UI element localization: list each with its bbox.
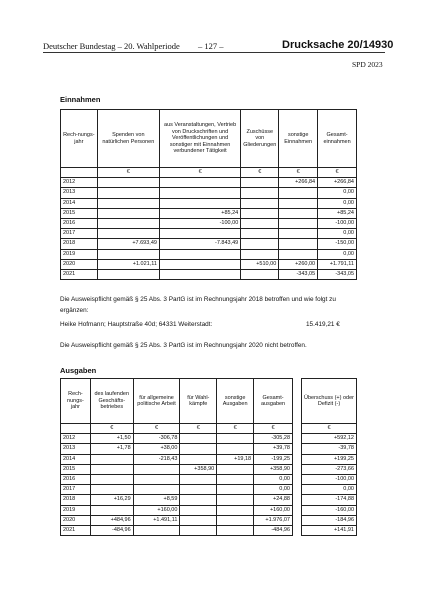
value-cell: +8,59: [133, 495, 180, 505]
value-cell: +141,91: [302, 525, 357, 535]
einnahmen-currency-cell: €: [318, 168, 357, 178]
value-cell: -7.843,49: [159, 239, 240, 249]
ueberschuss-body: [302, 424, 357, 536]
value-cell: +1.791,11: [318, 259, 357, 269]
value-cell: [97, 198, 159, 208]
value-cell: 0,00: [302, 485, 357, 495]
value-cell: -305,28: [254, 434, 293, 444]
ueberschuss-header: Überschuss (+) oder Defizit (-): [302, 379, 357, 424]
table-row: [61, 178, 357, 188]
einnahmen-title: Einnahmen: [60, 95, 101, 104]
value-cell: +358,90: [180, 464, 217, 474]
value-cell: +592,12: [302, 434, 357, 444]
value-cell: +1.976,07: [254, 515, 293, 525]
table-row: [61, 525, 293, 535]
einnahmen-col-3: Zuschüsse von Gliederungen: [241, 110, 279, 168]
ausgaben-currency-cell: €: [217, 424, 254, 434]
value-cell: [159, 269, 240, 279]
table-row: [61, 188, 357, 198]
einnahmen-col-5: Gesamt-einnahmen: [318, 110, 357, 168]
einnahmen-col-1: Spenden von natürlichen Personen: [97, 110, 159, 168]
value-cell: [279, 229, 318, 239]
value-cell: [217, 525, 254, 535]
table-row: [61, 495, 293, 505]
value-cell: +39,78: [254, 444, 293, 454]
value-cell: +260,00: [279, 259, 318, 269]
year-cell: 2012: [61, 434, 91, 444]
value-cell: [217, 515, 254, 525]
value-cell: [180, 444, 217, 454]
year-cell: 2020: [61, 515, 91, 525]
value-cell: [97, 218, 159, 228]
table-row: [302, 434, 357, 444]
value-cell: [97, 229, 159, 239]
table-row: [302, 495, 357, 505]
value-cell: [241, 218, 279, 228]
ausgaben-col-2: für allgemeine politische Arbeit: [133, 379, 180, 424]
year-cell: 2012: [61, 178, 98, 188]
value-cell: [180, 454, 217, 464]
einnahmen-currency-cell: €: [279, 168, 318, 178]
einnahmen-col-2: aus Veranstaltungen, Vertrieb von Druckschriften und Veröffentlichungen und sonstiger mit Einnahmen verbundener Tätigkeit: [159, 110, 240, 168]
ausgaben-currency-cell: €: [133, 424, 180, 434]
ausgaben-table: [60, 378, 293, 536]
value-cell: +266,84: [318, 178, 357, 188]
year-cell: 2021: [61, 525, 91, 535]
einnahmen-header-row: [61, 110, 357, 168]
value-cell: +1,78: [90, 444, 133, 454]
value-cell: [279, 239, 318, 249]
value-cell: [133, 474, 180, 484]
value-cell: [133, 464, 180, 474]
ausgaben-col-5: Gesamt-ausgaben: [254, 379, 293, 424]
year-cell: 2013: [61, 188, 98, 198]
value-cell: 0,00: [318, 249, 357, 259]
einnahmen-currency-cell: [61, 168, 98, 178]
table-row: [302, 444, 357, 454]
value-cell: [97, 208, 159, 218]
value-cell: [279, 188, 318, 198]
table-row: [302, 474, 357, 484]
ausgaben-currency-cell: €: [90, 424, 133, 434]
ausgaben-currency-cell: [61, 424, 91, 434]
value-cell: -273,66: [302, 464, 357, 474]
notice1-line1: Die Ausweispflicht gemäß § 25 Abs. 3 PartG ist im Rechnungsjahr 2018 betroffen und wie folgt zu: [60, 296, 336, 303]
value-cell: -306,78: [133, 434, 180, 444]
year-cell: 2016: [61, 218, 98, 228]
header-rule: [43, 52, 385, 53]
einnahmen-currency-cell: €: [159, 168, 240, 178]
value-cell: -160,00: [302, 505, 357, 515]
ueberschuss-currency-cell: €: [302, 424, 357, 434]
table-row: [61, 464, 293, 474]
value-cell: [90, 485, 133, 495]
value-cell: [180, 515, 217, 525]
value-cell: [279, 249, 318, 259]
year-cell: 2019: [61, 505, 91, 515]
value-cell: [90, 505, 133, 515]
value-cell: [159, 249, 240, 259]
value-cell: +160,00: [254, 505, 293, 515]
page-number: – 127 –: [198, 41, 224, 51]
table-row: [302, 454, 357, 464]
value-cell: -184,96: [302, 515, 357, 525]
value-cell: [159, 229, 240, 239]
value-cell: [241, 198, 279, 208]
year-cell: 2015: [61, 464, 91, 474]
value-cell: 0,00: [254, 474, 293, 484]
value-cell: +358,90: [254, 464, 293, 474]
value-cell: [217, 474, 254, 484]
value-cell: -218,43: [133, 454, 180, 464]
einnahmen-currency-row: [61, 168, 357, 178]
year-cell: 2018: [61, 239, 98, 249]
value-cell: -343,05: [279, 269, 318, 279]
table-row: [61, 198, 357, 208]
year-cell: 2018: [61, 495, 91, 505]
ausgaben-col-0: Rech-nungs-jahr: [61, 379, 91, 424]
value-cell: -150,00: [318, 239, 357, 249]
value-cell: +1,50: [90, 434, 133, 444]
year-cell: 2019: [61, 249, 98, 259]
value-cell: -484,96: [254, 525, 293, 535]
value-cell: [159, 178, 240, 188]
table-row: [61, 515, 293, 525]
ausgaben-title: Ausgaben: [60, 366, 97, 375]
ausgaben-currency-cell: €: [254, 424, 293, 434]
value-cell: [90, 474, 133, 484]
notice1-line2: ergänzen:: [60, 307, 89, 314]
value-cell: +1.021,11: [97, 259, 159, 269]
value-cell: [180, 495, 217, 505]
table-row: [61, 474, 293, 484]
einnahmen-col-4: sonstige Einnahmen: [279, 110, 318, 168]
year-cell: 2013: [61, 444, 91, 454]
value-cell: +160,00: [133, 505, 180, 515]
einnahmen-body: [61, 168, 357, 280]
notice1-person: Heike Hofmann; Hauptstraße 40d; 64331 Weiterstadt:: [60, 321, 213, 328]
table-row: [61, 454, 293, 464]
ueberschuss-table: [301, 378, 357, 536]
ausgaben-currency-cell: €: [180, 424, 217, 434]
ausgaben-currency-row: [61, 424, 293, 434]
table-row: [61, 259, 357, 269]
ausgaben-body: [61, 424, 293, 536]
value-cell: [241, 229, 279, 239]
year-cell: 2016: [61, 474, 91, 484]
value-cell: [279, 198, 318, 208]
value-cell: [159, 198, 240, 208]
ausgaben-header-row: [61, 379, 293, 424]
value-cell: +484,96: [90, 515, 133, 525]
table-row: [61, 444, 293, 454]
einnahmen-col-0: Rech-nungs-jahr: [61, 110, 98, 168]
value-cell: +24,88: [254, 495, 293, 505]
value-cell: [159, 259, 240, 269]
value-cell: [90, 454, 133, 464]
value-cell: -100,00: [302, 474, 357, 484]
table-row: [61, 229, 357, 239]
value-cell: [180, 485, 217, 495]
year-cell: 2014: [61, 198, 98, 208]
ausgaben-col-3: für Wahl-kämpfe: [180, 379, 217, 424]
table-row: [302, 485, 357, 495]
ueberschuss-header-row: [302, 379, 357, 424]
value-cell: +85,24: [159, 208, 240, 218]
table-row: [61, 269, 357, 279]
value-cell: [241, 188, 279, 198]
value-cell: -343,05: [318, 269, 357, 279]
doc-num: 14930: [362, 39, 394, 51]
value-cell: [180, 474, 217, 484]
ueberschuss-currency-row: [302, 424, 357, 434]
table-row: [61, 434, 293, 444]
value-cell: -199,25: [254, 454, 293, 464]
ausgaben-col-4: sonstige Ausgaben: [217, 379, 254, 424]
einnahmen-currency-cell: €: [97, 168, 159, 178]
year-cell: 2017: [61, 485, 91, 495]
value-cell: [241, 269, 279, 279]
year-cell: 2021: [61, 269, 98, 279]
value-cell: [97, 269, 159, 279]
value-cell: [279, 218, 318, 228]
value-cell: [241, 239, 279, 249]
ausgaben-col-1: des laufenden Geschäfts-betriebes: [90, 379, 133, 424]
notice2: Die Ausweispflicht gemäß § 25 Abs. 3 PartG ist im Rechnungsjahr 2020 nicht betroffen.: [60, 342, 307, 349]
value-cell: [97, 178, 159, 188]
value-cell: +510,00: [241, 259, 279, 269]
value-cell: [180, 505, 217, 515]
table-row: [61, 218, 357, 228]
value-cell: [241, 208, 279, 218]
einnahmen-currency-cell: €: [241, 168, 279, 178]
value-cell: +266,84: [279, 178, 318, 188]
table-row: [302, 525, 357, 535]
value-cell: [241, 249, 279, 259]
value-cell: +1.491,11: [133, 515, 180, 525]
value-cell: [217, 495, 254, 505]
value-cell: +7.693,49: [97, 239, 159, 249]
notice1-amount: 15.419,21 €: [306, 321, 340, 328]
value-cell: +199,25: [302, 454, 357, 464]
value-cell: 0,00: [318, 188, 357, 198]
table-row: [61, 208, 357, 218]
table-row: [61, 505, 293, 515]
doc-label: Drucksache 20/: [282, 39, 363, 51]
value-cell: [97, 249, 159, 259]
value-cell: [241, 178, 279, 188]
year-cell: 2014: [61, 454, 91, 464]
year-cell: 2017: [61, 229, 98, 239]
value-cell: -484,96: [90, 525, 133, 535]
year-cell: 2020: [61, 259, 98, 269]
header-left: Deutscher Bundestag – 20. Wahlperiode: [43, 41, 180, 51]
value-cell: [159, 188, 240, 198]
value-cell: [217, 505, 254, 515]
value-cell: -39,78: [302, 444, 357, 454]
value-cell: [217, 444, 254, 454]
table-row: [61, 249, 357, 259]
table-row: [302, 464, 357, 474]
value-cell: -100,00: [159, 218, 240, 228]
value-cell: [180, 525, 217, 535]
value-cell: 0,00: [318, 198, 357, 208]
value-cell: 0,00: [318, 229, 357, 239]
doc-number: [282, 39, 393, 51]
value-cell: [217, 485, 254, 495]
value-cell: [279, 208, 318, 218]
value-cell: +38,00: [133, 444, 180, 454]
value-cell: [217, 464, 254, 474]
value-cell: [180, 434, 217, 444]
table-row: [61, 485, 293, 495]
table-row: [61, 239, 357, 249]
einnahmen-table: [60, 109, 357, 280]
table-row: [302, 515, 357, 525]
value-cell: -100,00: [318, 218, 357, 228]
value-cell: [133, 485, 180, 495]
value-cell: 0,00: [254, 485, 293, 495]
year-cell: 2015: [61, 208, 98, 218]
table-row: [302, 505, 357, 515]
value-cell: -174,88: [302, 495, 357, 505]
value-cell: +85,24: [318, 208, 357, 218]
value-cell: +19,18: [217, 454, 254, 464]
value-cell: +16,29: [90, 495, 133, 505]
value-cell: [97, 188, 159, 198]
value-cell: [90, 464, 133, 474]
party-label: SPD 2023: [352, 60, 383, 69]
value-cell: [217, 434, 254, 444]
value-cell: [133, 525, 180, 535]
